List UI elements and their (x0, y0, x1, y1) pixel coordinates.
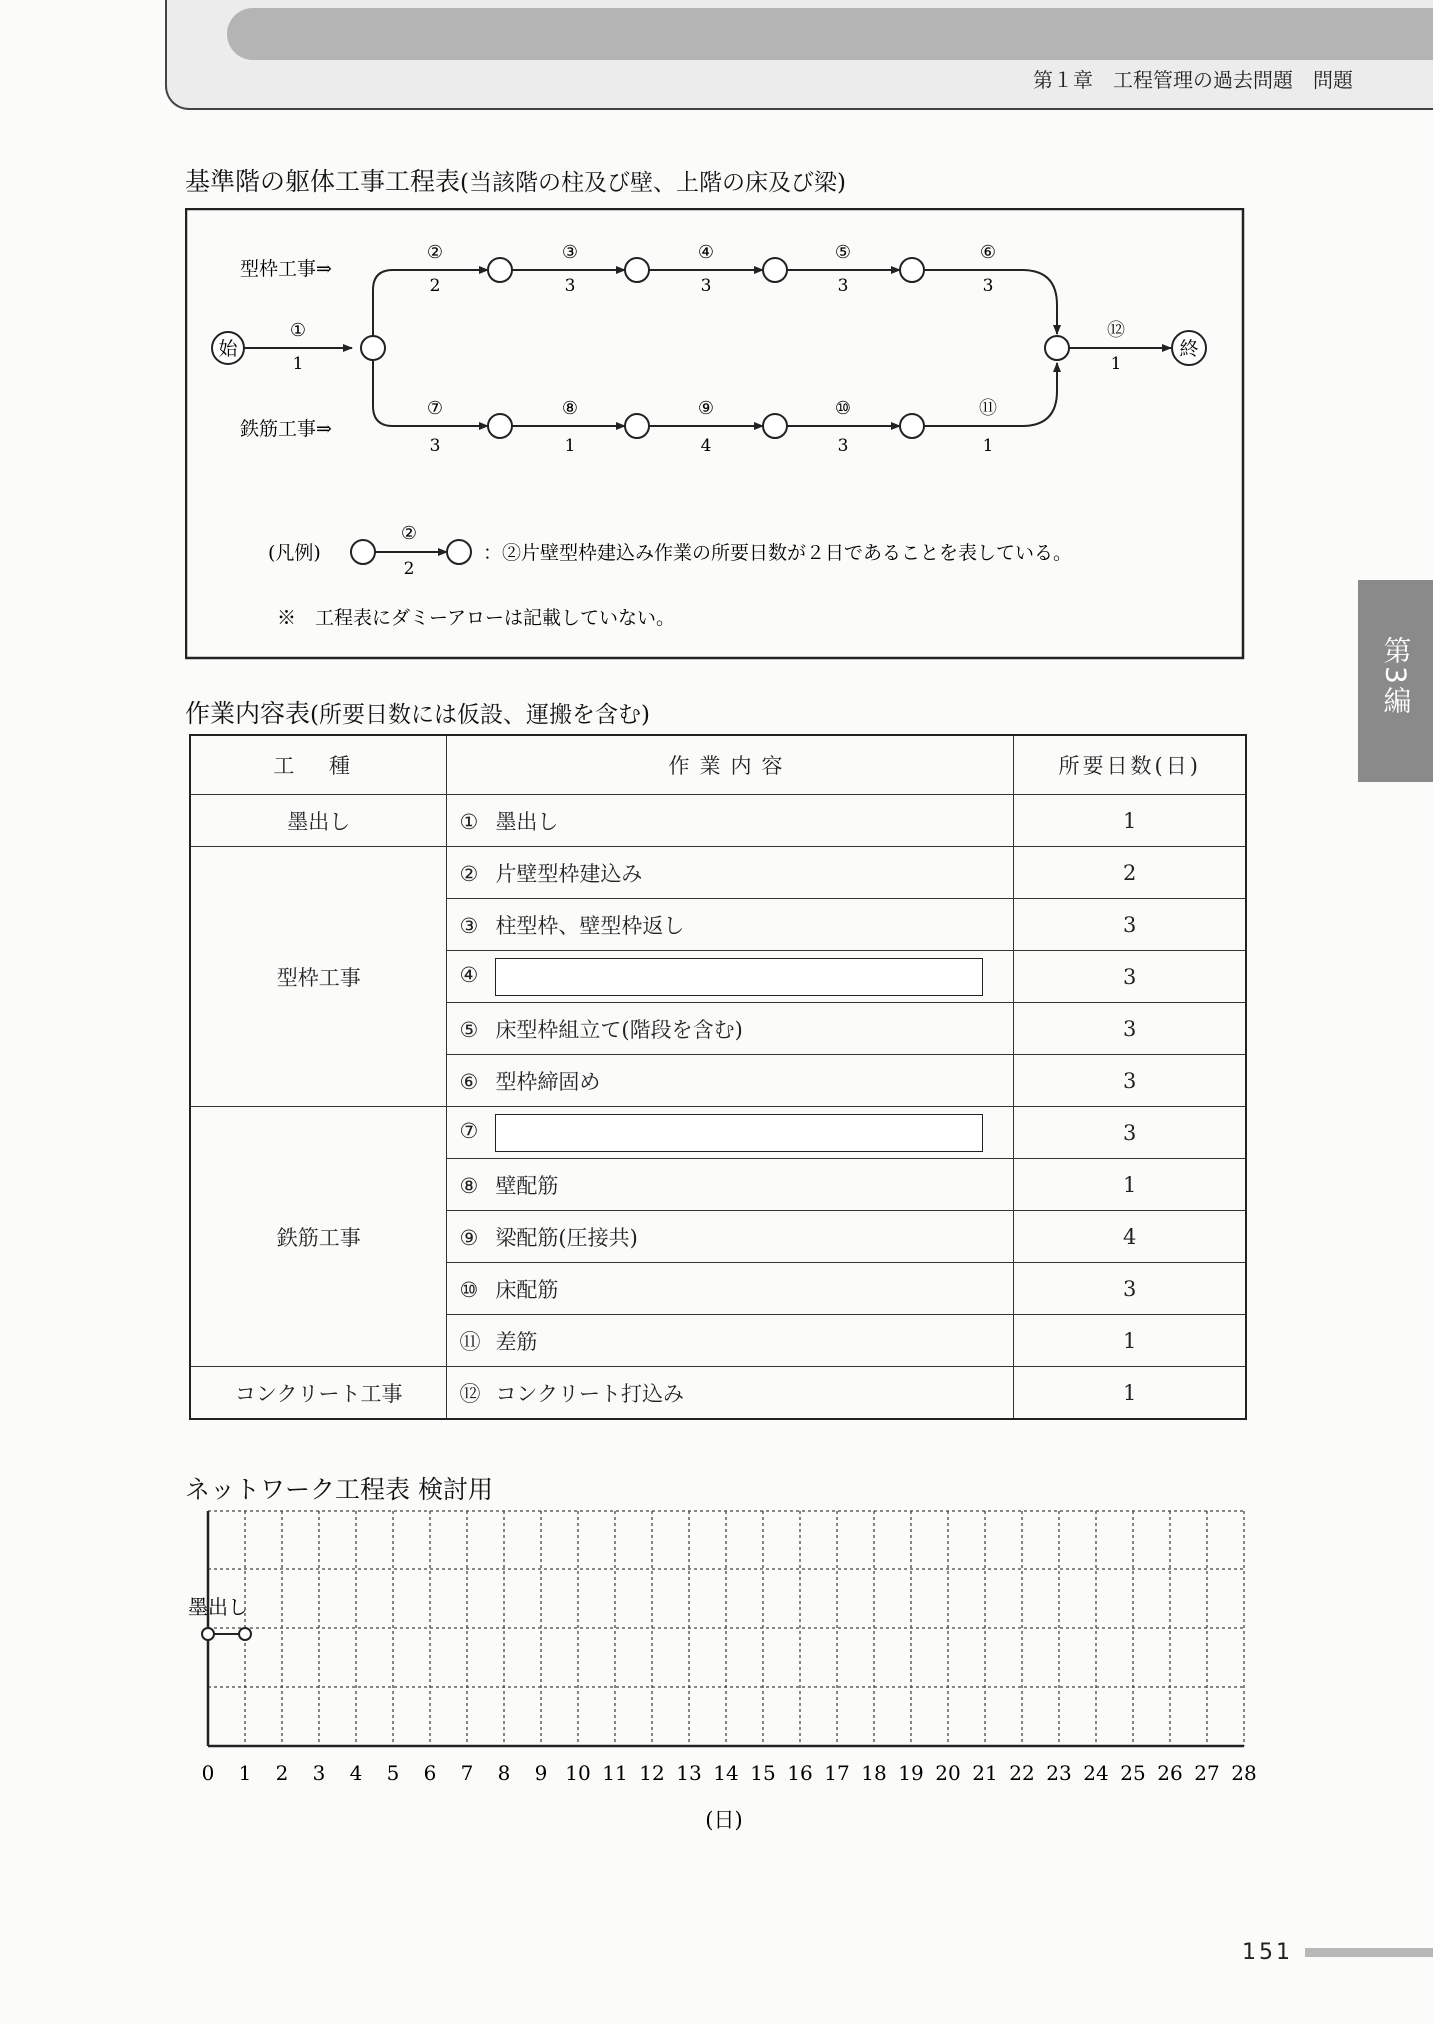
formwork-node-4 (900, 258, 924, 282)
page-number: 151 (1242, 1940, 1293, 1965)
task-cell (447, 1055, 1014, 1107)
formwork-label: 型枠工事⇒ (240, 258, 332, 280)
grid-tick-label: 18 (861, 1761, 887, 1785)
grid-lines (208, 1511, 1244, 1746)
work-table-title (185, 694, 650, 730)
grid-tick-label: 23 (1046, 1761, 1072, 1785)
header-task: 作業内容 (447, 735, 1014, 795)
activity-2-days: 2 (429, 276, 441, 296)
task-number: ⑦ (459, 1119, 479, 1143)
activity-6-num: ⑥ (979, 242, 997, 263)
days-cell: 3 (1014, 1003, 1246, 1055)
grid-tick-label: 11 (602, 1761, 628, 1785)
activity-11-num: ⑪ (979, 398, 997, 419)
task-number: ③ (459, 913, 479, 938)
network-grid-title: ネットワーク工程表 検討用 (185, 1475, 493, 1504)
activity-12-num: ⑫ (1107, 320, 1125, 341)
task-name: 型枠締固め (495, 1069, 601, 1094)
days-cell: 1 (1014, 795, 1246, 847)
task-cell (447, 847, 1014, 899)
grid-tick-label: 28 (1231, 1761, 1257, 1785)
legend-node-start (351, 540, 375, 564)
days-cell: 1 (1014, 1367, 1246, 1420)
rebar-node-4 (900, 414, 924, 438)
rebar-node-1 (488, 414, 512, 438)
task-name: 墨出し (495, 809, 559, 834)
task-cell (447, 899, 1014, 951)
grid-tick-label: 27 (1194, 1761, 1220, 1785)
grid-tick-label: 1 (238, 1761, 252, 1785)
days-cell: 1 (1014, 1315, 1246, 1367)
days-cell: 1 (1014, 1159, 1246, 1211)
header-days: 所要日数(日) (1014, 735, 1246, 795)
days-cell: 4 (1014, 1211, 1246, 1263)
chapter-title: 第１章 工程管理の過去問題 問題 (1033, 68, 1353, 92)
activity-5-days: 3 (837, 276, 849, 296)
schedule-frame (186, 209, 1243, 658)
legend-days: 2 (403, 559, 415, 579)
task-number: ⑤ (459, 1017, 479, 1042)
activity-4-num: ④ (697, 242, 715, 263)
grid-tick-label: 14 (713, 1761, 739, 1785)
merge-node (1045, 336, 1069, 360)
grid-sample-label: 墨出し (188, 1595, 248, 1619)
table-row (190, 1367, 1246, 1420)
grid-tick-label: 17 (824, 1761, 850, 1785)
activity-12-days: 1 (1110, 354, 1122, 374)
activity-6-days: 3 (982, 276, 994, 296)
task-cell (447, 1263, 1014, 1315)
activity-3-days: 3 (564, 276, 576, 296)
task-name: 柱型枠、壁型枠返し (495, 913, 685, 938)
work-table-title-sub: (所要日数には仮設、運搬を含む) (310, 702, 650, 728)
legend-label: (凡例) (268, 542, 321, 564)
grid-tick-label: 25 (1120, 1761, 1146, 1785)
task-number: ⑩ (459, 1277, 479, 1302)
side-tab-label: 第3編 (1379, 636, 1413, 716)
table-row (190, 1107, 1246, 1159)
task-number: ① (459, 809, 479, 834)
grid-tick-label: 16 (787, 1761, 813, 1785)
grid-tick-label: 2 (275, 1761, 289, 1785)
grid-tick-label: 8 (497, 1761, 511, 1785)
activity-10-days: 3 (837, 436, 849, 456)
start-node-label: 始 (218, 338, 238, 360)
schedule-title (185, 162, 846, 198)
group-marking: 墨出し (190, 795, 447, 847)
grid-tick-label: 9 (534, 1761, 548, 1785)
grid-tick-label: 6 (423, 1761, 437, 1785)
grid-sample-node-start (202, 1628, 214, 1640)
task-cell (447, 1211, 1014, 1263)
end-node-label: 終 (1179, 338, 1199, 360)
grid-tick-label: 20 (935, 1761, 961, 1785)
grid-tick-label: 3 (312, 1761, 326, 1785)
task-cell (447, 1367, 1014, 1420)
activity-4-days: 3 (700, 276, 712, 296)
task-cell (447, 795, 1014, 847)
task-cell (447, 1315, 1014, 1367)
legend-text: ：②片壁型枠建込み作業の所要日数が２日であることを表している。 (483, 542, 1073, 564)
grid-tick-label: 7 (460, 1761, 474, 1785)
header-gray-bar (227, 8, 1433, 60)
activity-1-num: ① (289, 320, 307, 341)
work-table-title-main: 作業内容表 (185, 699, 311, 728)
task-name: 壁配筋 (495, 1173, 559, 1198)
activity-8-days: 1 (564, 436, 576, 456)
activity-11-days: 1 (982, 436, 994, 456)
rebar-node-3 (763, 414, 787, 438)
task-number: ⑨ (459, 1225, 479, 1250)
task-cell (447, 1159, 1014, 1211)
work-content-table (189, 734, 1247, 1420)
task-name: 差筋 (495, 1329, 538, 1354)
grid-tick-label: 5 (386, 1761, 400, 1785)
grid-sample-node-end (239, 1628, 251, 1640)
header-type: 工 種 (190, 735, 447, 795)
chapter-header-band (165, 0, 1433, 110)
grid-unit-label: (日) (705, 1808, 743, 1832)
days-cell: 3 (1014, 899, 1246, 951)
activity-7-days: 3 (429, 436, 441, 456)
task-number: ② (459, 861, 479, 886)
task-cell (447, 1003, 1014, 1055)
side-tab (1358, 580, 1433, 782)
task-cell (447, 1107, 1014, 1159)
task-name: 片壁型枠建込み (495, 861, 643, 886)
activity-1-days: 1 (292, 354, 304, 374)
activity-2-num: ② (426, 242, 444, 263)
activity-5-num: ⑤ (834, 242, 852, 263)
table-row (190, 795, 1246, 847)
schedule-title-sub: (当該階の柱及び壁、上階の床及び梁) (460, 170, 846, 196)
grid-tick-label: 24 (1083, 1761, 1109, 1785)
network-grid (170, 1510, 1270, 1840)
days-cell: 2 (1014, 847, 1246, 899)
schedule-diagram (185, 208, 1245, 660)
grid-tick-label: 15 (750, 1761, 776, 1785)
grid-tick-label: 22 (1009, 1761, 1035, 1785)
grid-tick-label: 10 (565, 1761, 591, 1785)
grid-tick-label: 12 (639, 1761, 665, 1785)
legend-num: ② (400, 523, 418, 544)
task-number: ⑥ (459, 1069, 479, 1094)
grid-tick-label: 21 (972, 1761, 998, 1785)
formwork-node-2 (625, 258, 649, 282)
schedule-title-main: 基準階の躯体工事工程表 (185, 167, 461, 196)
activity-10-num: ⑩ (834, 398, 852, 419)
task-name: 梁配筋(圧接共) (495, 1225, 638, 1250)
task-number: ⑪ (459, 1329, 481, 1354)
task-number: ⑫ (459, 1381, 481, 1406)
task-name: 床配筋 (495, 1277, 559, 1302)
table-row (190, 847, 1246, 899)
activity-9-days: 4 (700, 436, 712, 456)
activity-7-num: ⑦ (426, 398, 444, 419)
task-name: 床型枠組立て(階段を含む) (495, 1017, 743, 1042)
group-rebar: 鉄筋工事 (190, 1107, 447, 1367)
days-cell: 3 (1014, 1055, 1246, 1107)
grid-tick-labels (202, 1761, 1257, 1785)
grid-tick-label: 13 (676, 1761, 702, 1785)
legend-node-end (447, 540, 471, 564)
rebar-node-2 (625, 414, 649, 438)
answer-blank-box-7[interactable] (495, 1114, 983, 1152)
rebar-label: 鉄筋工事⇒ (240, 418, 332, 440)
table-header-row (190, 735, 1246, 795)
task-name: コンクリート打込み (495, 1381, 685, 1406)
grid-tick-label: 19 (898, 1761, 924, 1785)
days-cell: 3 (1014, 951, 1246, 1003)
formwork-node-1 (488, 258, 512, 282)
formwork-node-3 (763, 258, 787, 282)
grid-tick-label: 26 (1157, 1761, 1183, 1785)
task-number: ⑧ (459, 1173, 479, 1198)
split-node (361, 336, 385, 360)
task-number: ④ (459, 963, 479, 987)
days-cell: 3 (1014, 1107, 1246, 1159)
task-cell (447, 951, 1014, 1003)
answer-blank-box-4[interactable] (495, 958, 983, 996)
schedule-note: ※ 工程表にダミーアローは記載していない。 (277, 607, 676, 629)
group-formwork: 型枠工事 (190, 847, 447, 1107)
grid-tick-label: 0 (201, 1761, 215, 1785)
days-cell: 3 (1014, 1263, 1246, 1315)
page-number-bar (1305, 1948, 1433, 1957)
activity-3-num: ③ (561, 242, 579, 263)
activity-8-num: ⑧ (561, 398, 579, 419)
activity-9-num: ⑨ (697, 398, 715, 419)
grid-tick-label: 4 (349, 1761, 363, 1785)
group-concrete: コンクリート工事 (190, 1367, 447, 1420)
